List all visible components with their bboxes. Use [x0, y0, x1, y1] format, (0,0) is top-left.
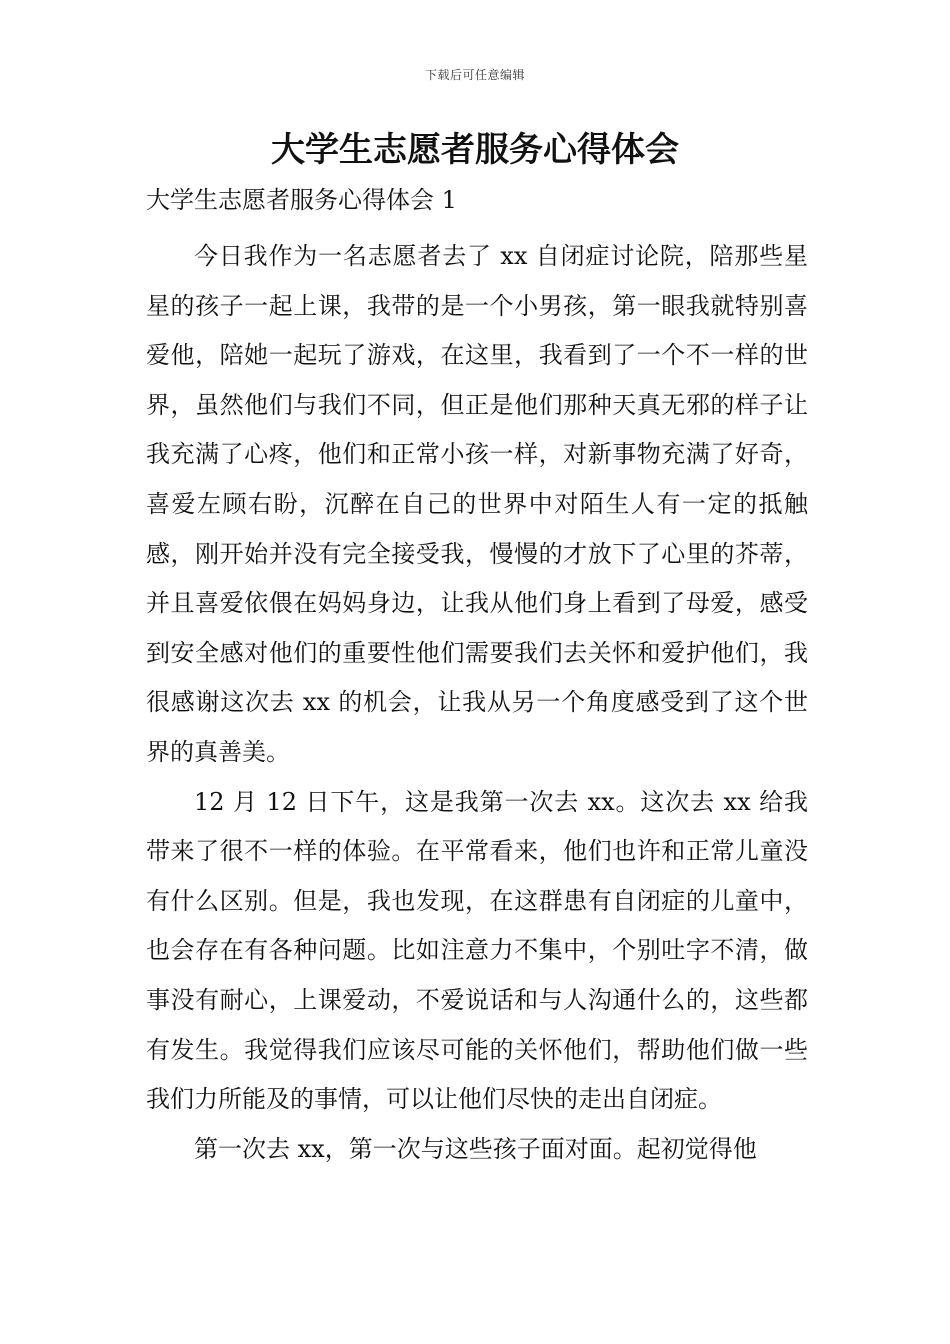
paragraph-1: 今日我作为一名志愿者去了 xx 自闭症讨论院，陪那些星星的孩子一起上课，我带的是一个小男孩，第一眼我就特别喜爱他，陪她一起玩了游戏，在这里，我看到了一个不一样的世界，虽然他们与我们不同，但正是他们那种天真无邪的样子让我充满了心疼，他们和正常小孩一样，对新事物充满了好奇，喜爱左顾右盼，沉醉在自己的世界中对陌生人有一定的抵触感，刚开始并没有完全接受我，慢慢的才放下了心里的芥蒂，并且喜爱依偎在妈妈身边，让我从他们身上看到了母爱，感受到安全感对他们的重要性他们需要我们去关怀和爱护他们，我很感谢这次去 xx 的机会，让我从另一个角度感受到了这个世界的真善美。	[146, 242, 808, 766]
paragraph-2: 12 月 12 日下午，这是我第一次去 xx。这次去 xx 给我带来了很不一样的体验。在平常看来，他们也许和正常儿童没有什么区别。但是，我也发现，在这群患有自闭症的儿童中，也会存在有各种问题。比如注意力不集中，个别吐字不清，做事没有耐心，上课爱动，不爱说话和与人沟通什么的，这些都有发生。我觉得我们应该尽可能的关怀他们，帮助他们做一些我们力所能及的事情，可以让他们尽快的走出自闭症。	[146, 787, 808, 1114]
header-note: 下载后可任意编辑	[424, 68, 525, 82]
document-body	[146, 232, 808, 1174]
document-title: 大学生志愿者服务心得体会	[271, 130, 679, 170]
paragraph-3: 第一次去 xx，第一次与这些孩子面对面。起初觉得他	[194, 1134, 757, 1163]
section-subtitle: 大学生志愿者服务心得体会 1	[146, 186, 457, 214]
